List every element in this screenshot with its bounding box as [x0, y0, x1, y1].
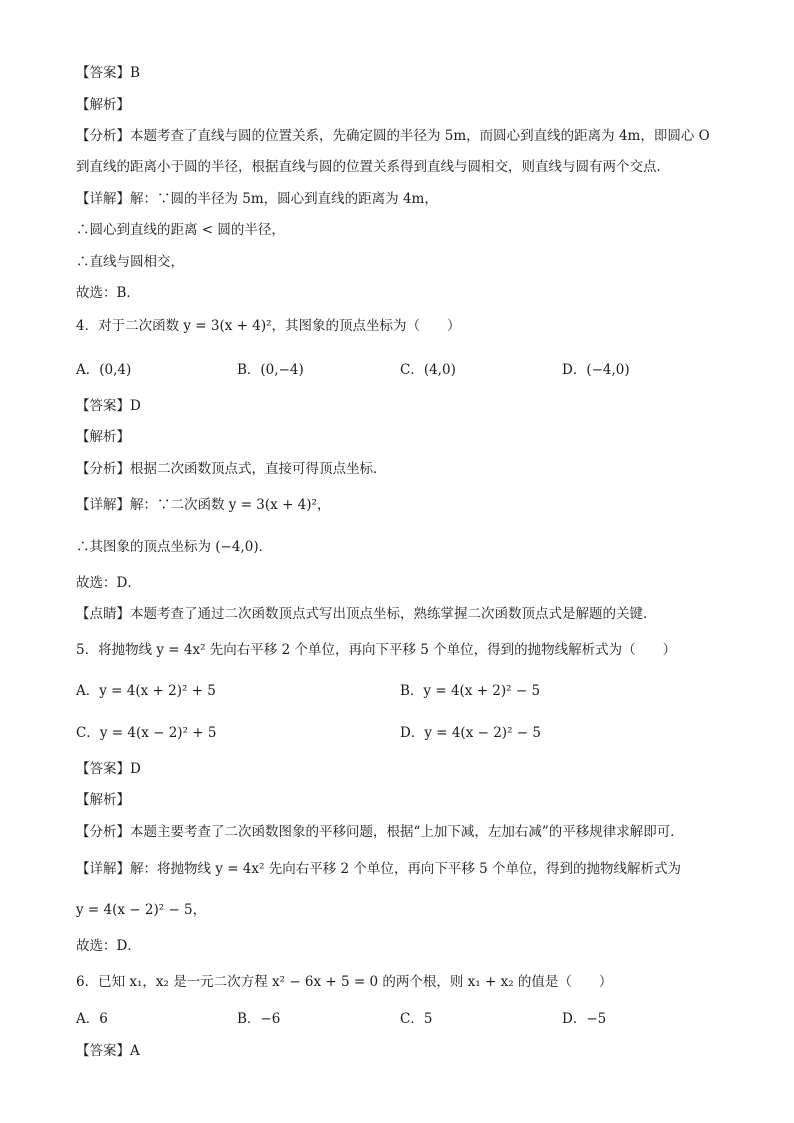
xiangjie-q4-line3: 故选：D．: [76, 575, 141, 591]
answer-q6: 【答案】A: [76, 1043, 140, 1059]
xiangjie-q3-line3: ∴直线与圆相交，: [76, 254, 184, 270]
q4-option-c: C．(4,0): [400, 362, 456, 378]
fenxi-q4: 【分析】根据二次函数顶点式，直接可得顶点坐标．: [76, 461, 387, 477]
fenxi-q3-line1: 【分析】本题考查了直线与圆的位置关系，先确定圆的半径为 5m，而圆心到直线的距离为 4m，即圆心 O: [76, 128, 710, 144]
q6-option-d: D．−5: [562, 1011, 607, 1027]
answer-q5: 【答案】D: [76, 761, 141, 777]
analysis-heading-q4: 【解析】: [76, 429, 130, 445]
answer-q4: 【答案】D: [76, 398, 141, 414]
answer-q3: 【答案】B: [76, 65, 140, 81]
q4-option-b: B．(0,−4): [237, 362, 304, 378]
question-4-stem: 4．对于二次函数 y = 3(x + 4)²，其图象的顶点坐标为（ ）: [76, 318, 461, 334]
q5-option-a: A．y = 4(x + 2)² + 5: [76, 683, 216, 699]
xiangjie-q3-line4: 故选：B．: [76, 285, 140, 301]
analysis-heading-q5: 【解析】: [76, 792, 130, 808]
xiangjie-q4-line2: ∴其图象的顶点坐标为 (−4,0)．: [76, 539, 273, 555]
question-5-stem: 5．将抛物线 y = 4x² 先向右平移 2 个单位，再向下平移 5 个单位，得到的抛物线解析式为（ ）: [76, 642, 677, 658]
question-6-stem: 6．已知 x₁，x₂ 是一元二次方程 x² − 6x + 5 = 0 的两个根，则 x₁ + x₂ 的值是（ ）: [76, 974, 613, 990]
fenxi-q5: 【分析】本题主要考查了二次函数图象的平移问题，根据“上加下减，左加右减”的平移规律求解即可．: [76, 824, 684, 840]
q4-option-a: A．(0,4): [76, 362, 132, 378]
q5-option-b: B．y = 4(x + 2)² − 5: [400, 683, 541, 699]
xiangjie-q3-line1: 【详解】解：∵圆的半径为 5m，圆心到直线的距离为 4m，: [76, 191, 438, 207]
xiangjie-q5-line1: 【详解】解：将抛物线 y = 4x² 先向右平移 2 个单位，再向下平移 5 个单位，得到的抛物线解析式为: [76, 861, 682, 877]
xiangjie-q5-line3: 故选：D．: [76, 938, 141, 954]
xiangjie-q4-line1: 【详解】解：∵二次函数 y = 3(x + 4)²，: [76, 497, 331, 513]
q5-option-c: C．y = 4(x − 2)² + 5: [76, 725, 217, 741]
q5-option-d: D．y = 4(x − 2)² − 5: [400, 725, 541, 741]
q4-option-d: D．(−4,0): [562, 362, 630, 378]
xiangjie-q5-line2: y = 4(x − 2)² − 5，: [76, 902, 207, 918]
dianjing-q4: 【点睛】本题考查了通过二次函数顶点式写出顶点坐标，熟练掌握二次函数顶点式是解题的关键．: [76, 606, 657, 622]
fenxi-q3-line2: 到直线的距离小于圆的半径，根据直线与圆的位置关系得到直线与圆相交，则直线与圆有两个交点．: [76, 159, 670, 175]
xiangjie-q3-line2: ∴圆心到直线的距离 < 圆的半径，: [76, 222, 285, 238]
q6-option-b: B．−6: [237, 1011, 281, 1027]
q6-option-c: C．5: [400, 1011, 433, 1027]
analysis-heading-q3: 【解析】: [76, 97, 130, 113]
q6-option-a: A．6: [76, 1011, 108, 1027]
